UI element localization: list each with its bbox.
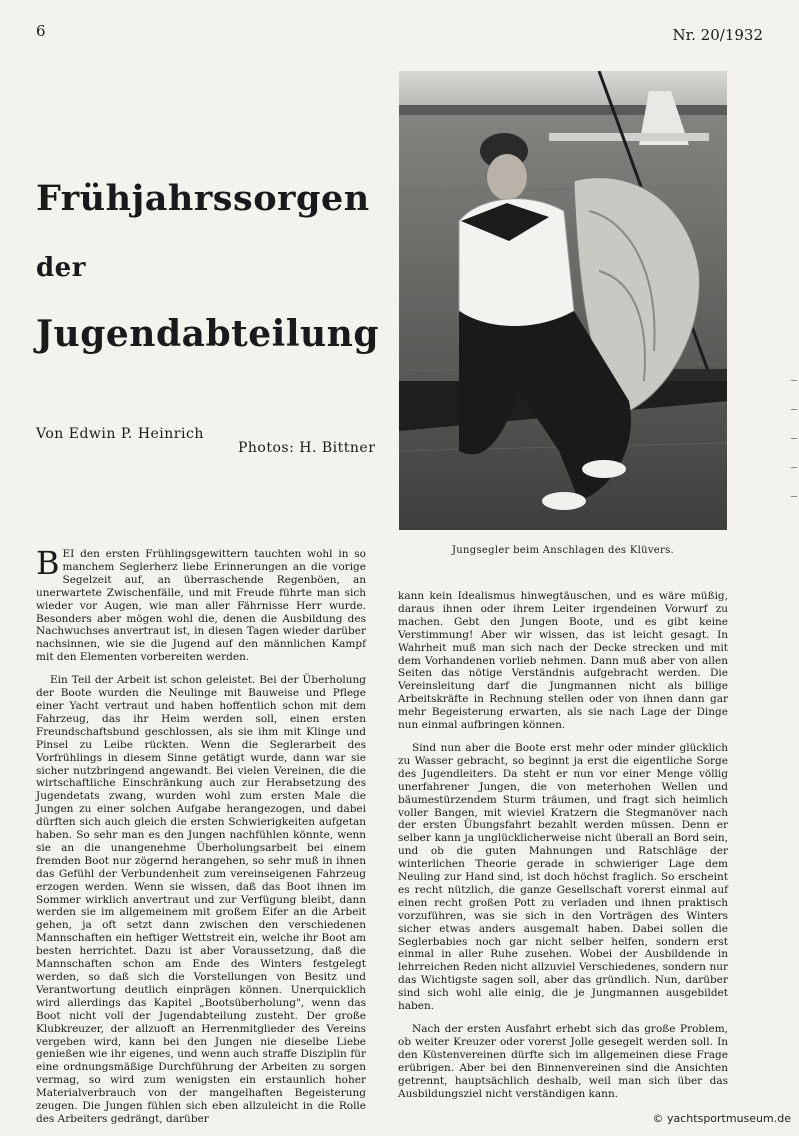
- author-byline: Von Edwin P. Heinrich: [36, 426, 204, 442]
- page-number: 6: [36, 22, 46, 40]
- left-shoe: [582, 460, 626, 478]
- title-line-2: der: [36, 253, 86, 283]
- paragraph-2: Ein Teil der Arbeit ist schon geleistet. Bei der Überholung der Boote wurden die Neulinge mit Bauweise und Pflege einer Yacht vertraut und haben hoffentlich schon mit dem Fahrzeug, das ihr Heim werden soll, einen ersten Freundschaftsbund geschlossen, als sie ihm mit Klinge und Pinsel zu Leibe rückten. Wenn die Seglerarbeit des Vorfrühlings in diesem Sinne getätigt wurde, dann war sie sicher nutzbringend angewandt. Bei vielen Vereinen, die die wirtschaftliche Einschränkung auch zur Herabsetzung des Jugendetats zwang, wurden wohl zum ersten Male die Jungen zu einer solchen Aufgabe herangezogen, und dabei dürften sich auch gleich die ersten Schwierigkeiten aufgetan haben. So sehr man es den Jungen nachfühlen könnte, wenn sie an die unangenehme Überholungsarbeit bei einem fremden Boot nur zögernd herangehen, so sehr muß in ihnen das Gefühl der Verbundenheit zum vereinseigenen Fahrzeug erzogen werden. Wenn sie wissen, daß das Boot ihnen im Sommer wirklich anvertraut und zur Verfügung bleibt, dann werden sie im allgemeinem mit großem Eifer an die Arbeit gehen, ja oft setzt dann zwischen den verschiedenen Mannschaften ein heftiger Wettstreit ein, welche ihr Boot am besten herrichtet. Dazu ist aber Voraussetzung, daß die Mannschaften schon am Ende des Winters festgelegt werden, so daß sich die Vorstellungen von Besitz und Verantwortung deutlich einprägen können. Unerquicklich wird allerdings das Kapitel „Bootsüberholung", wenn das Boot nicht voll der Jugendabteilung zusteht. Der große Klubkreuzer, der allzuoft an Herrenmitglieder des Vereins vergeben wird, kann bei den Jungen nie dieselbe Liebe genießen wie ihr eigenes, und wenn auch straffe Disziplin für eine ordnungsmäßige Durchführung der Arbeiten zu sorgen vermag, so wird zum wenigsten ein erstaunlich hoher Materialverbrauch von der mangelhaften Begeisterung zeugen. Die Jungen fühlen sich eben allzuleicht in die Rolle des Arbeiters gedrängt, darüber: [36, 674, 366, 1125]
- issue-number: Nr. 20/1932: [672, 26, 763, 44]
- paragraph-5: Nach der ersten Ausfahrt erhebt sich das große Problem, ob weiter Kreuzer oder vorerst Jolle gesegelt werden soll. In den Küstenvereinen dürfte sich im allgemeinen diese Frage erübrigen. Aber bei den Binnenvereinen sind die Ansichten getrennt, hauptsächlich deshalb, weil man sich über das Ausbildungsziel nicht verständigen kann.: [398, 1023, 728, 1100]
- scan-edge-marks: [791, 380, 799, 680]
- article-column-right: [398, 590, 728, 1110]
- title-line-1: Frühjahrssorgen: [36, 178, 370, 219]
- photo-caption: Jungsegler beim Anschlagen des Klüvers.: [451, 545, 675, 556]
- sailor-face: [487, 154, 527, 200]
- right-shoe: [542, 492, 586, 510]
- article-title: [36, 178, 386, 355]
- sailor-photo: [399, 71, 727, 530]
- article-column-left: [36, 544, 366, 1136]
- paragraph-4: Sind nun aber die Boote erst mehr oder minder glücklich zu Wasser gebracht, so beginnt ja erst die eigentliche Sorge des Jugendleiters. Da steht er nun vor einer Menge völlig unerfahrener Jungen, die von meterhohen Wellen und bäumestürzendem Sturm träumen, und fragt sich heimlich voller Bangen, mit wieviel Kratzern die Stegmanöver nach der ersten Übungsfahrt bezahlt werden müssen. Denn er selber kann ja unglücklicherweise nicht überall an Bord sein, und ob die guten Mahnungen und Ratschläge der winterlichen Theorie gerade in schwieriger Lage dem Neuling zur Hand sind, ist doch höchst fraglich. So erscheint es recht nützlich, die ganze Gesellschaft vorerst einmal auf einen recht großen Pott zu verladen und ihnen praktisch vorzuführen, was sie sich in den Vorträgen des Winters sicher etwas anders ausgemalt haben. Dabei sollen die Seglerbabies noch gar nicht selber helfen, sondern erst einmal in aller Ruhe zusehen. Wobei der Ausbildende in lehrreichen Reden nicht allzuviel Verschiedenes, sondern nur das Wichtigste sagen soll, aber das gründlich. Nun, darüber sind sich wohl alle einig, die je Jungmannen ausgebildet haben.: [398, 741, 728, 1013]
- watermark: © yachtsportmuseum.de: [652, 1112, 791, 1125]
- title-line-3: Jugendabteilung: [36, 313, 380, 355]
- paragraph-3: kann kein Idealismus hinwegtäuschen, und es wäre müßig, daraus ihnen oder ihrem Leiter irgendeinen Vorwurf zu machen. Gebt den Jungen Boote, und es gibt keine Verstimmung! Aber wir wissen, das ist leicht gesagt. In Wahrheit muß man sich nach der Decke strecken und mit dem Vorhandenen vorlieb nehmen. Dann muß aber von allen Seiten das nötige Verständnis aufgebracht werden. Die Vereinsleitung darf die Jungmannen nicht als billige Arbeitskräfte in Rechnung stellen oder von ihnen dann gar mehr Begeisterung erwarten, als sie nach Lage der Dinge nun einmal aufbringen können.: [398, 590, 728, 732]
- paragraph-1: BEI den ersten Frühlingsgewittern tauchten wohl in so manchem Seglerherz liebe Erinnerungen an die vorige Segelzeit auf, an überraschende Regenböen, an unerwartete Zwischenfälle, und mit Freude führte man sich wieder vor Augen, wie man aller Fährnisse Herr wurde. Besonders aber mögen wohl die, denen die Ausbildung des Nachwuchses anvertraut ist, in diesen Tagen wieder darüber nachsinnen, wie sie die Jugend auf den männlichen Kampf mit den Elementen vorbereiten werden.: [36, 544, 366, 664]
- photo-credit: Photos: H. Bittner: [238, 440, 376, 456]
- drop-cap: B: [36, 544, 60, 582]
